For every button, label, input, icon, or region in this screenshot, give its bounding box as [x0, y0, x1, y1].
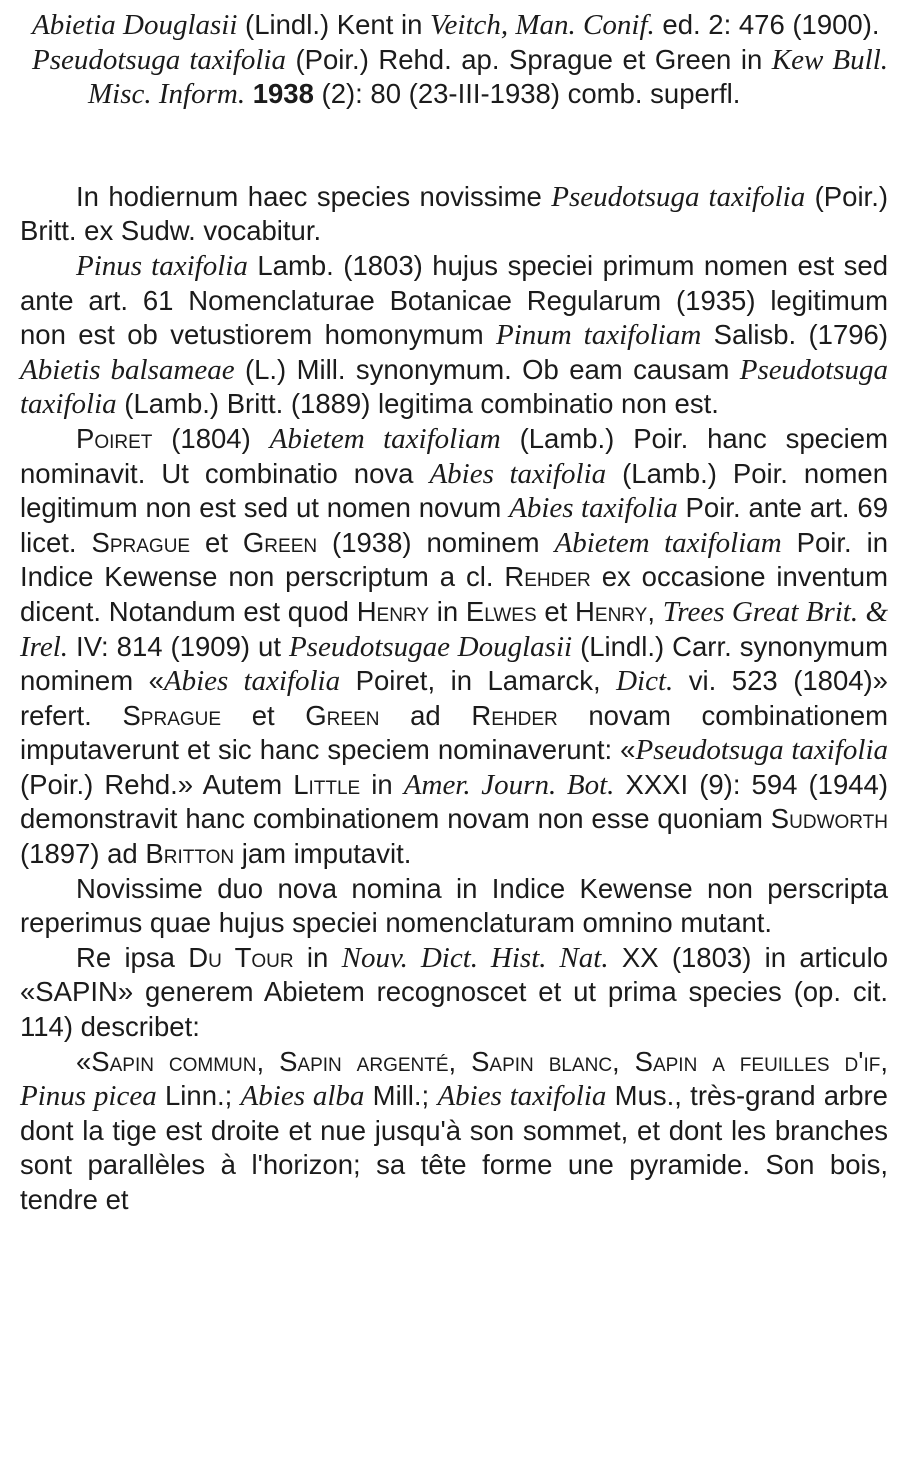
- author-name: Rehder: [471, 699, 558, 731]
- taxon-name: Abietis balsameae: [20, 353, 235, 386]
- taxon-name: Abies taxifolia: [509, 492, 678, 525]
- author-name: Green: [305, 699, 380, 731]
- author-name: Elwes: [465, 595, 537, 627]
- text: ed. 2: 476 (1900).: [654, 9, 880, 40]
- taxon-name: Pinum taxifoliam: [495, 319, 702, 352]
- taxon-name: Pseudotsuga taxifolia: [551, 180, 806, 213]
- taxon-name: Abies taxifolia: [437, 1080, 607, 1113]
- year-bold: 1938: [252, 78, 314, 110]
- taxon-name: Abietem taxifoliam: [554, 526, 782, 559]
- taxon-name: Pinus taxifolia: [76, 249, 248, 282]
- taxon-name: Abietem taxifoliam: [269, 422, 501, 455]
- document-page: [20, 8, 888, 1218]
- paragraph: In hodiernum haec species novissime Pseudotsuga taxifolia (Poir.) Britt. ex Sudw. vocabitur.: [20, 180, 888, 247]
- synonym-entry: [20, 43, 888, 112]
- citation-title: Nouv. Dict. Hist. Nat.: [341, 941, 609, 974]
- taxon-name: Abies taxifolia: [429, 457, 607, 490]
- taxon-name: Pinus picea: [20, 1080, 157, 1113]
- author-name: Henry: [575, 595, 648, 627]
- paragraph: «Sapin commun, Sapin argenté, Sapin blanc, Sapin a feuilles d'if, Pinus picea Linn.; Abies alba Mill.; Abies taxifolia Mus., très-grand arbre dont la tige est droite et nue jusqu'à son sommet, et dont les branches sont parallèles à l'horizon; sa tête forme une pyramide. Son bois, tendre et: [20, 1045, 888, 1215]
- citation-title: Dict.: [616, 665, 674, 698]
- text: (Poir.) Rehd. ap. Sprague et Green in: [286, 43, 772, 75]
- citation-title: Amer. Journ. Bot.: [403, 768, 615, 801]
- paragraph: Novissime duo nova nomina in Indice Kewense non perscripta reperimus quae hujus speciei nomenclaturam omnino mutant.: [20, 872, 888, 939]
- taxon-name: Abies taxifolia: [163, 665, 341, 698]
- citation-title: Kew Bull. Misc. Inform.: [88, 43, 889, 111]
- author-name: Sprague: [91, 526, 191, 558]
- paragraph: Re ipsa Du Tour in Nouv. Dict. Hist. Nat. XX (1803) in articulo «SAPIN» generem Abietem recognoscet et ut prima species (op. cit. 114) describet:: [20, 941, 889, 1043]
- author-name: Du Tour: [188, 941, 294, 973]
- vernacular-names: «Sapin commun, Sapin argenté, Sapin blanc, Sapin a feuilles d'if,: [76, 1045, 888, 1077]
- taxon-name: Abietia Douglasii: [32, 9, 238, 41]
- text: (Lindl.) Kent in: [237, 9, 431, 40]
- taxon-name: Pseudotsuga taxifolia: [32, 43, 286, 76]
- text: (2): 80 (23-III-1938) comb. superfl.: [313, 78, 741, 110]
- author-name: Green: [242, 526, 318, 558]
- text: [245, 78, 253, 109]
- paragraph: Pinus taxifolia Lamb. (1803) hujus speciei primum nomen est sed ante art. 61 Nomenclaturae Botanicae Regularum (1935) legitimum non est ob vetustiorem homonymum Pinum taxifoliam Salisb. (1796) Abietis balsameae (L.) Mill. synonymum. Ob eam causam Pseudotsuga taxifolia (Lamb.) Britt. (1889) legitima combinatio non est.: [20, 249, 888, 421]
- author-name: Poiret: [76, 422, 153, 454]
- author-name: Sudworth: [770, 803, 888, 835]
- taxon-name: Pseudotsuga taxifolia: [20, 353, 888, 421]
- citation-title: Trees Great Brit. & Irel.: [20, 595, 888, 663]
- paragraph: Poiret (1804) Abietem taxifoliam (Lamb.) Poir. hanc speciem nominavit. Ut combinatio nova Abies taxifolia (Lamb.) Poir. nomen legitimum non est sed ut nomen novum Abies taxifolia Poir. ante art. 69 licet. Sprague et Green (1938) nominem Abietem taxifoliam Poir. in Indice Kewense non perscriptum a cl. Rehder ex occasione inventum dicent. Notandum est quod Henry in Elwes et Henry, Trees Great Brit. & Irel. IV: 814 (1909) ut Pseudotsugae Douglasii (Lindl.) Carr. synonymum nominem «Abies taxifolia Poiret, in Lamarck, Dict. vi. 523 (1804)» refert. Sprague et Green ad Rehder novam combinationem imputaverunt et sic hanc speciem nominaverunt: «Pseudotsuga taxifolia (Poir.) Rehd.» Autem Little in Amer. Journ. Bot. XXXI (9): 594 (1944) demonstravit hanc combinationem novam non esse quoniam Sudworth (1897) ad Britton jam imputavit.: [20, 422, 889, 870]
- author-name: Little: [293, 768, 361, 800]
- taxon-name: Abies alba: [240, 1080, 365, 1113]
- author-name: Sprague: [122, 699, 222, 731]
- author-name: Rehder: [504, 561, 591, 593]
- synonym-entry: [20, 8, 888, 43]
- author-name: Henry: [356, 595, 429, 627]
- spacer: [20, 112, 888, 180]
- author-name: Britton: [145, 838, 235, 870]
- taxon-name: Pseudotsuga taxifolia: [635, 734, 889, 767]
- taxon-name: Pseudotsugae Douglasii: [288, 630, 573, 663]
- citation-title: Veitch, Man. Conif.: [430, 9, 655, 41]
